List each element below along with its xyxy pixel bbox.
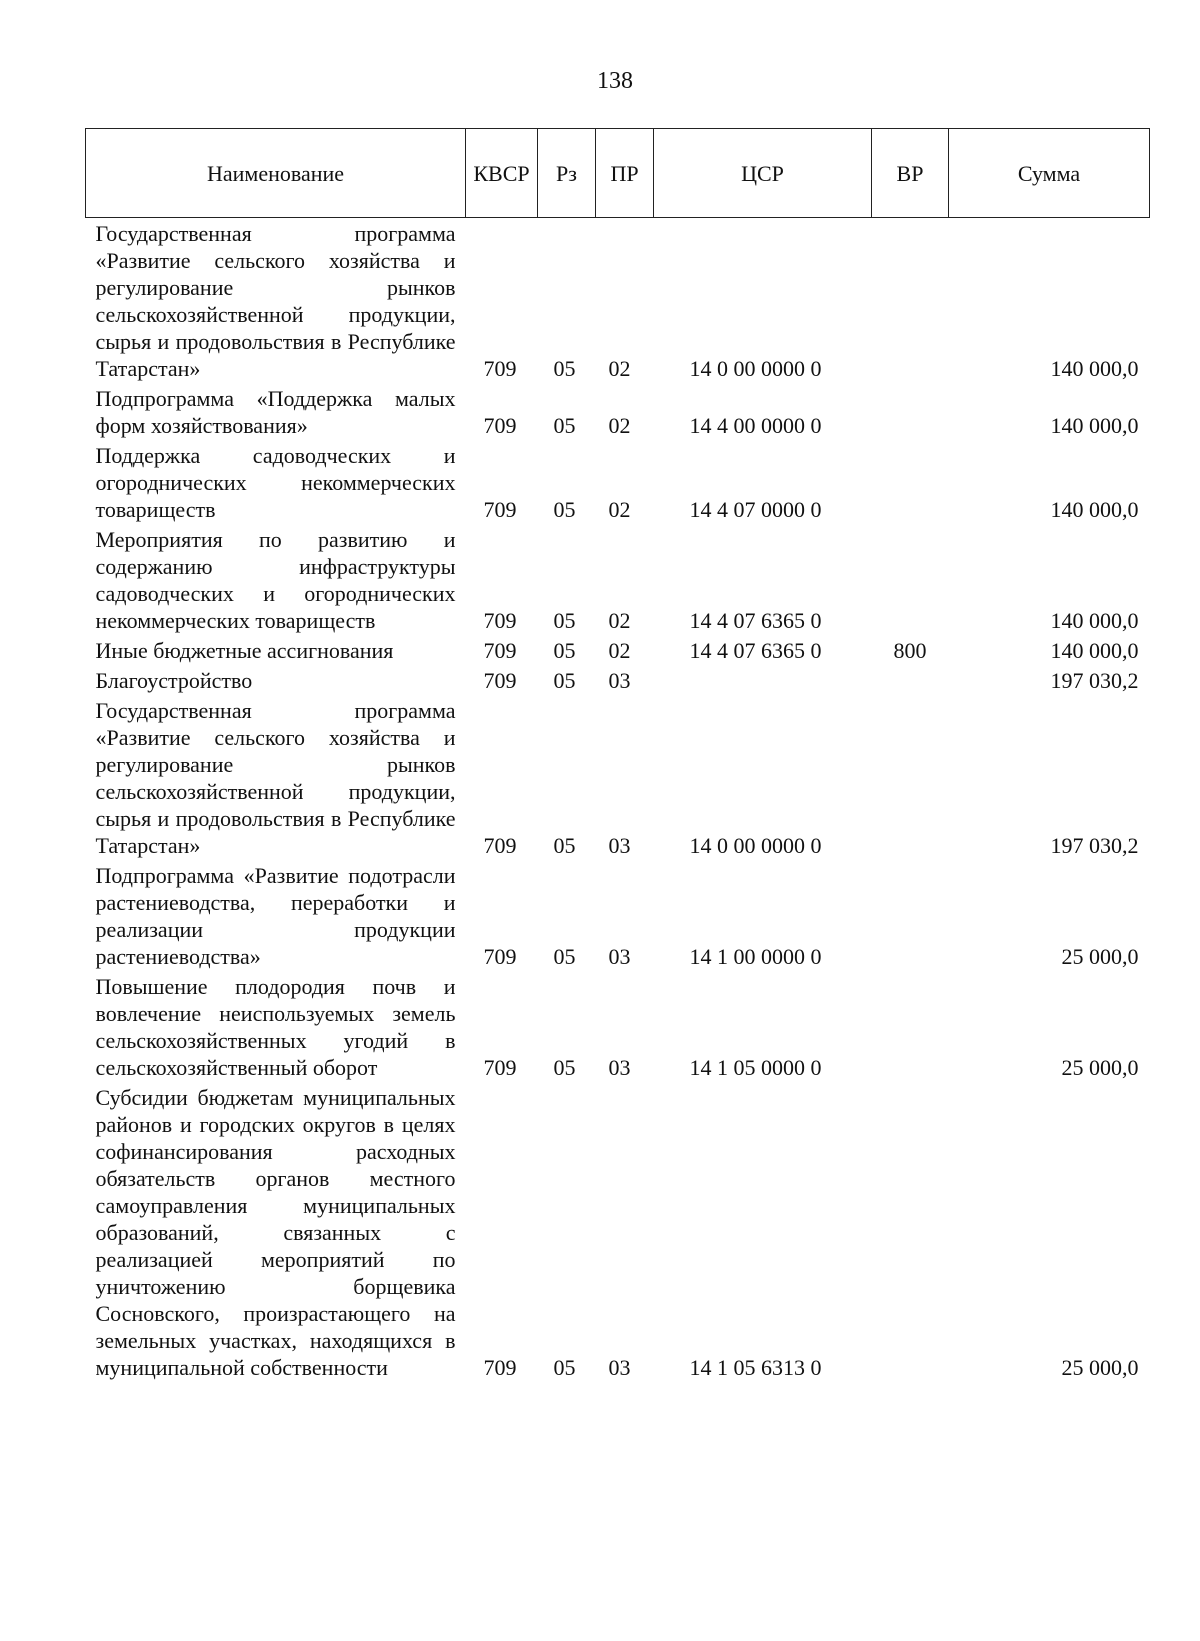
header-rz: Рз	[538, 129, 596, 218]
table-header	[86, 129, 1150, 218]
header-sum: Сумма	[949, 129, 1150, 218]
table-body	[86, 218, 1150, 1383]
row-name: Повышение плодородия почв и вовлечение неиспользуемых земель сельскохозяйственных угодий в сельскохозяйственный оборот	[95, 974, 456, 1080]
row-sum: 25 000,0	[1061, 1055, 1139, 1080]
table-row	[86, 635, 1150, 665]
header-csr: ЦСР	[654, 129, 872, 218]
row-name: Благоустройство	[95, 668, 253, 693]
row-sum: 197 030,2	[1050, 668, 1139, 693]
row-rz: 05	[553, 413, 576, 438]
row-pr: 03	[608, 1355, 631, 1380]
row-csr: 14 0 00 0000 0	[689, 356, 822, 381]
page-number: 138	[597, 68, 633, 94]
row-kvsr: 709	[483, 668, 517, 693]
row-vr	[872, 695, 949, 860]
row-kvsr: 709	[483, 608, 517, 633]
row-vr	[872, 971, 949, 1082]
row-kvsr: 709	[483, 356, 517, 381]
row-sum: 25 000,0	[1061, 944, 1139, 969]
row-kvsr: 709	[483, 1355, 517, 1380]
row-kvsr: 709	[483, 833, 517, 858]
row-sum: 197 030,2	[1050, 833, 1139, 858]
row-vr	[872, 440, 949, 524]
row-csr: 14 4 07 0000 0	[689, 497, 822, 522]
table-row	[86, 524, 1150, 635]
row-name: Подпрограмма «Развитие подотрасли растениеводства, переработки и реализации продукции растениеводства»	[95, 863, 456, 969]
row-vr	[872, 383, 949, 440]
row-rz: 05	[553, 497, 576, 522]
row-rz: 05	[553, 944, 576, 969]
row-name: Субсидии бюджетам муниципальных районов и городских округов в целях софинансирования расходных обязательств органов местного самоуправления муниципальных образований, связанных с реализацией мероприятий по уничтожению борщевика Сосновского, произрастающего на земельных участках, находящихся в муниципальной собственности	[95, 1085, 456, 1380]
row-name: Государственная программа «Развитие сельского хозяйства и регулирование рынков сельскохозяйственной продукции, сырья и продовольствия в Республике Татарстан»	[95, 221, 456, 381]
header-vr: ВР	[872, 129, 949, 218]
row-vr	[872, 665, 949, 695]
row-name: Государственная программа «Развитие сельского хозяйства и регулирование рынков сельскохозяйственной продукции, сырья и продовольствия в Республике Татарстан»	[95, 698, 456, 858]
table-row	[86, 1082, 1150, 1382]
row-kvsr: 709	[483, 638, 517, 663]
row-rz: 05	[553, 668, 576, 693]
table-row	[86, 665, 1150, 695]
row-sum: 140 000,0	[1050, 356, 1139, 381]
row-vr	[872, 524, 949, 635]
row-name: Иные бюджетные ассигнования	[95, 638, 394, 663]
row-name: Поддержка садоводческих и огороднических некоммерческих товариществ	[95, 443, 456, 522]
table-row	[86, 971, 1150, 1082]
row-pr: 02	[608, 608, 631, 633]
row-name: Подпрограмма «Поддержка малых форм хозяйствования»	[95, 386, 456, 438]
row-csr: 14 4 00 0000 0	[689, 413, 822, 438]
row-pr: 03	[608, 668, 631, 693]
row-csr: 14 4 07 6365 0	[689, 608, 822, 633]
row-csr: 14 1 05 6313 0	[689, 1355, 822, 1380]
row-rz: 05	[553, 1355, 576, 1380]
row-csr	[654, 665, 872, 695]
row-sum: 140 000,0	[1050, 638, 1139, 663]
table-row	[86, 695, 1150, 860]
row-pr: 02	[608, 413, 631, 438]
row-csr: 14 1 05 0000 0	[689, 1055, 822, 1080]
row-pr: 03	[608, 833, 631, 858]
row-vr	[872, 1082, 949, 1382]
row-pr: 02	[608, 356, 631, 381]
row-kvsr: 709	[483, 944, 517, 969]
row-csr: 14 4 07 6365 0	[689, 638, 822, 663]
row-rz: 05	[553, 608, 576, 633]
table-row	[86, 218, 1150, 384]
row-kvsr: 709	[483, 413, 517, 438]
header-pr: ПР	[596, 129, 654, 218]
header-name: Наименование	[86, 129, 466, 218]
row-rz: 05	[553, 1055, 576, 1080]
row-sum: 140 000,0	[1050, 413, 1139, 438]
header-kvsr: КВСР	[466, 129, 538, 218]
row-name: Мероприятия по развитию и содержанию инфраструктуры садоводческих и огороднических некоммерческих товариществ	[95, 527, 456, 633]
row-pr: 03	[608, 944, 631, 969]
row-kvsr: 709	[483, 497, 517, 522]
row-csr: 14 1 00 0000 0	[689, 944, 822, 969]
row-rz: 05	[553, 638, 576, 663]
table-row	[86, 860, 1150, 971]
row-sum: 140 000,0	[1050, 497, 1139, 522]
row-vr	[872, 860, 949, 971]
row-sum: 140 000,0	[1050, 608, 1139, 633]
row-csr: 14 0 00 0000 0	[689, 833, 822, 858]
row-rz: 05	[553, 833, 576, 858]
row-sum: 25 000,0	[1061, 1355, 1139, 1380]
row-rz: 05	[553, 356, 576, 381]
row-pr: 02	[608, 497, 631, 522]
table-row	[86, 383, 1150, 440]
budget-table	[85, 128, 1150, 1382]
row-pr: 02	[608, 638, 631, 663]
table-row	[86, 440, 1150, 524]
row-kvsr: 709	[483, 1055, 517, 1080]
row-pr: 03	[608, 1055, 631, 1080]
row-vr: 800	[893, 638, 927, 663]
row-vr	[872, 218, 949, 384]
